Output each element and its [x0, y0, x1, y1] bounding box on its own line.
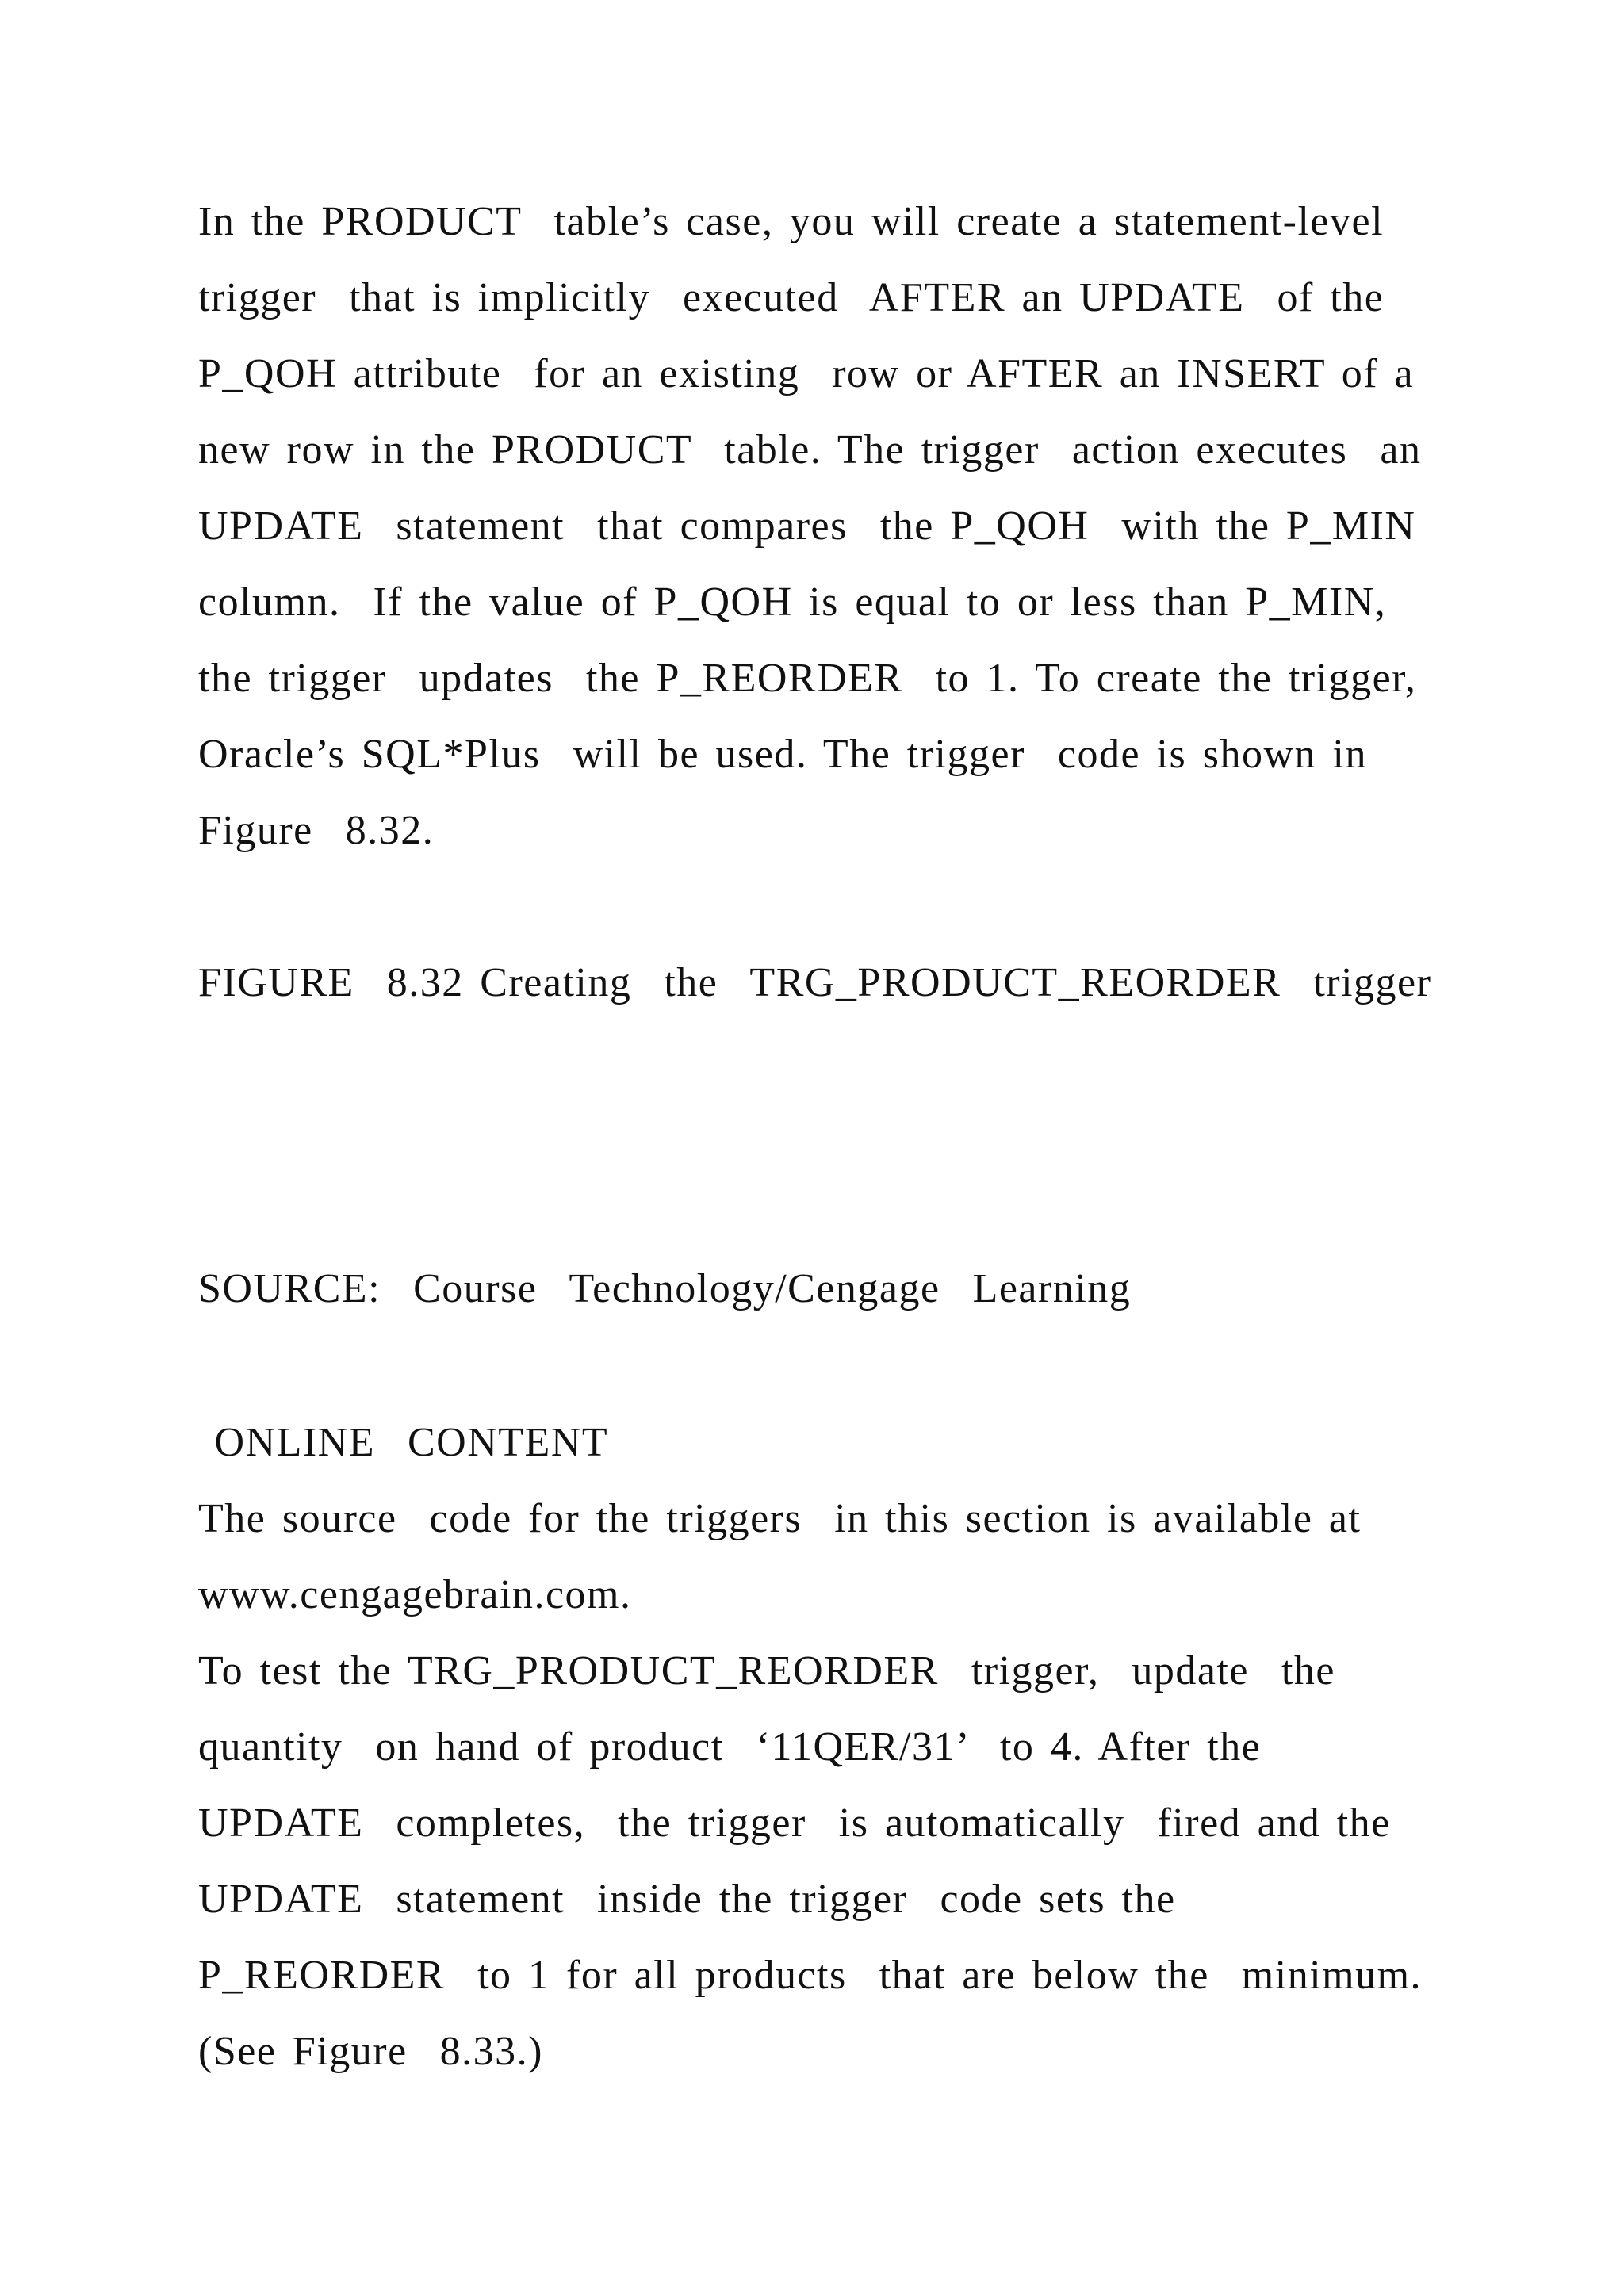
source-credit: SOURCE: Course Technology/Cengage Learning	[198, 1266, 1132, 1311]
intro-line-8: Oracle’s SQL*Plus will be used. The trigger code is shown in	[198, 732, 1367, 777]
intro-line-5: UPDATE statement that compares the P_QOH with the P_MIN	[198, 503, 1416, 549]
test-line-1: To test the TRG_PRODUCT_REORDER trigger, update the	[198, 1648, 1335, 1693]
test-line-5: P_REORDER to 1 for all products that are below the minimum.	[198, 1953, 1423, 1998]
test-line-6: (See Figure 8.33.)	[198, 2029, 543, 2074]
intro-line-4: new row in the PRODUCT table. The trigger action executes an	[198, 427, 1422, 473]
intro-line-7: the trigger updates the P_REORDER to 1. To create the trigger,	[198, 656, 1417, 701]
test-line-2: quantity on hand of product ‘11QER/31’ to 4. After the	[198, 1724, 1262, 1770]
intro-line-1: In the PRODUCT table’s case, you will create a statement-level	[198, 199, 1385, 244]
intro-line-6: column. If the value of P_QOH is equal to or less than P_MIN,	[198, 580, 1387, 625]
online-content-line-1: The source code for the triggers in this section is available at	[198, 1496, 1362, 1541]
figure-caption: FIGURE 8.32 Creating the TRG_PRODUCT_REORDER trigger	[198, 960, 1432, 1005]
intro-line-3: P_QOH attribute for an existing row or AFTER an INSERT of a	[198, 351, 1415, 396]
online-content-heading: ONLINE CONTENT	[198, 1420, 609, 1465]
online-content-line-2: www.cengagebrain.com.	[198, 1572, 632, 1617]
test-line-4: UPDATE statement inside the trigger code sets the	[198, 1877, 1176, 1922]
intro-line-2: trigger that is implicitly executed AFTER an UPDATE of the	[198, 275, 1385, 320]
test-line-3: UPDATE completes, the trigger is automatically fired and the	[198, 1800, 1391, 1846]
intro-line-9: Figure 8.32.	[198, 808, 435, 853]
